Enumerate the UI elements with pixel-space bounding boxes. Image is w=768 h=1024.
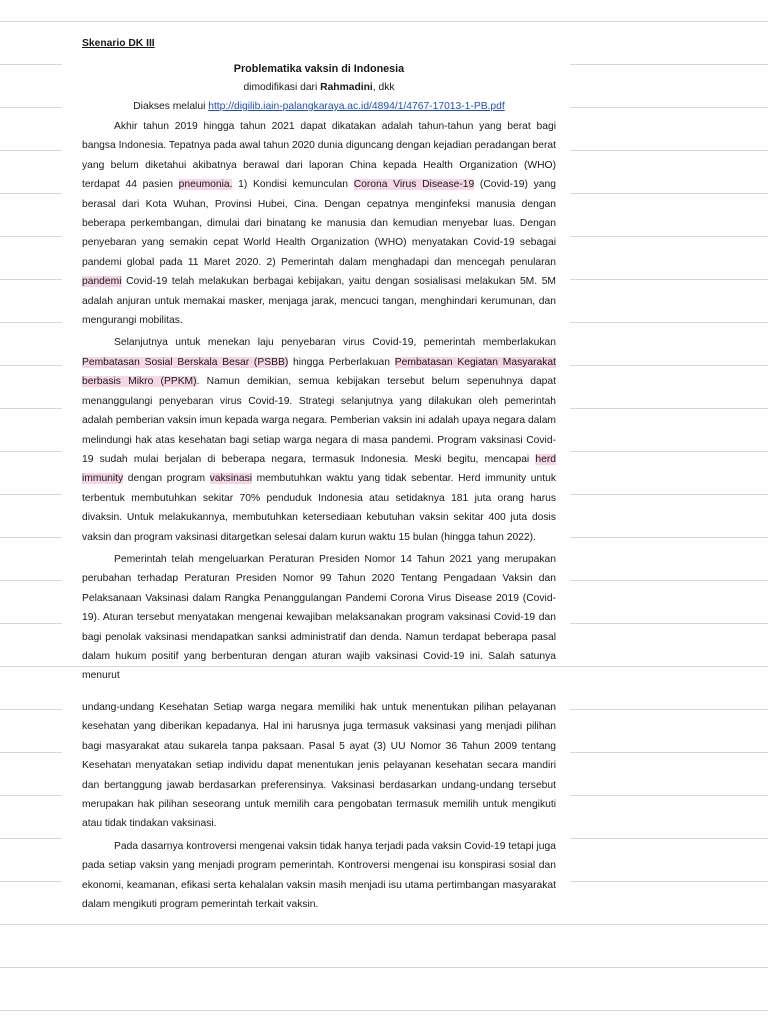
highlight-psbb: Pembatasan Sosial Berskala Besar (PSBB) <box>82 356 289 368</box>
paragraph-text: Akhir tahun 2019 hingga tahun 2021 dapat dikatakan adalah tahun-tahun yang berat bagi bangsa Indonesia. Tepatnya pada awal tahun 2020 dunia diguncang dengan kejadian peradangan berat yang belum diketahui akibatnya berawal dari laporan China kepada Health Organization (WHO) terdapat 44 pasien <box>82 121 556 191</box>
paragraph-3-continued: undang-undang Kesehatan Setiap warga negara memiliki hak untuk menentukan pilihan pelayanan kesehatan yang diberikan kepadanya. Hal ini harusnya juga termasuk vaksinasi yang menjadi pilihan bagi masyarakat atau sukarela tanpa paksaan. Pasal 5 ayat (3) UU Nomor 36 Tahun 2009 tentang Kesehatan menyatakan setiap individu dapat menentukan jenis pelayanan kesehatan secara mandiri dan bertanggung jawab berdasarkan preferensinya. Vaksinasi berdasarkan undang-undang tersebut merupakan hak pilihan seseorang untuk memilih cara pengobatan termasuk memilih untuk mengikuti atau tidak tindakan vaksinasi. <box>82 702 556 830</box>
modified-suffix: , dkk <box>372 82 395 93</box>
highlight-pneumonia: pneumonia. <box>178 179 233 191</box>
paragraph-2 <box>82 333 556 546</box>
paragraph-text: (Covid-19) yang berasal dari Kota Wuhan, Provinsi Hubei, Cina. Dengan cepatnya menginfeksi manusia dengan beberapa perkembangan, dimulai dari binatang ke manusia dan kemudian menyebar luas. Dengan penyebaran yang semakin cepat World Health Organization (WHO) menyatakan Covid-19 sebagai pandemi global pada 11 Maret 2020. 2) Pemerintah dalam menghadapi dan mencegah penularan <box>82 179 556 268</box>
ruled-line <box>0 967 768 968</box>
paragraph-3: Pemerintah telah mengeluarkan Peraturan Presiden Nomor 14 Tahun 2021 yang merupakan perubahan terhadap Peraturan Presiden Nomor 99 Tahun 2020 Tentang Pengadaan Vaksin dan Pelaksanaan Vaksinasi dalam Rangka Penanggulangan Pandemi Corona Virus Disease 2019 (Covid-19). Aturan tersebut menyatakan mengenai kewajiban melaksanakan program vaksinasi Covid-19 dan bagi penolak vaksinasi mendapatkan sanksi administratif dan denda. Namun terdapat beberapa pasal dalam hukum positif yang berbenturan dengan aturan wajib vaksinasi Covid-19 ini. Salah satunya menurut <box>82 553 556 682</box>
paragraph-text: hingga Perberlakuan <box>288 356 395 368</box>
ruled-line <box>0 21 768 22</box>
highlight-ppkm: Pembatasan Kegiatan Masyarakat berbasis Mikro (PPKM) <box>82 356 557 388</box>
ruled-line <box>0 1010 768 1011</box>
paragraph-text: Covid-19 telah melakukan berbagai kebijakan, yaitu dengan sosialisasi melakukan 5M. 5M adalah anjuran untuk memakai masker, menjaga jarak, mencuci tangan, menghindari kerumunan, dan mengurangi mobilitas. <box>82 276 556 327</box>
accessed-prefix: Diakses melalui <box>133 101 209 112</box>
accessed-line <box>82 99 556 114</box>
document-page-2 <box>62 682 570 918</box>
page-2-content <box>82 698 556 914</box>
highlight-vaksinasi: vaksinasi <box>209 473 253 485</box>
ruled-line <box>0 924 768 925</box>
paragraph-text: 1) Kondisi kemunculan <box>232 179 354 191</box>
paragraph-text: membutuhkan waktu yang tidak sebentar. Herd immunity untuk terbentuk membutuhkan sekitar 70% penduduk Indonesia atau setidaknya 181 juta orang harus divaksin. Untuk melakukannya, membutuhkan ketersediaan kebutuhan vaksin sekitar 400 juta dosis vaksin dan program vaksinasi ditargetkan selesai dalam kurun waktu 15 bulan (hingga tahun 2022). <box>82 473 556 543</box>
paragraph-4: Pada dasarnya kontroversi mengenai vaksin tidak hanya terjadi pada vaksin Covid-19 tetapi juga pada setiap vaksin yang menjadi program pemerintah. Kontroversi mengenai isu konspirasi sosial dan ekonomi, keamanan, efikasi serta kehalalan vaksin masih menjadi isu utama pertimbangan masyarakat dalam mengikuti program pemerintah terkait vaksin. <box>82 840 556 911</box>
paragraph-text: dengan program <box>123 473 210 485</box>
highlight-herd-immunity: herd immunity <box>82 453 556 485</box>
highlight-covid19: Corona Virus Disease-19 <box>353 179 475 191</box>
source-link[interactable]: http://digilib.iain-palangkaraya.ac.id/4894/1/4767-17013-1-PB.pdf <box>208 101 505 112</box>
paragraph-text: . Namun demikian, semua kebijakan tersebut belum sepenuhnya dapat menanggulangi penyebaran virus Covid-19. Strategi selanjutnya yang dilakukan oleh pemerintah adalah pemberian vaksin imun kepada warga negara. Pemberian vaksin ini adalah upaya negara dalam melindungi hak atas kesehatan bagi setiap warga negara di masa pandemi. Program vaksinasi Covid-19 sudah mulai berjalan di beberapa negara, termasuk Indonesia. Meski begitu, mencapai <box>82 376 556 465</box>
modified-from-line <box>82 80 556 95</box>
document-page-1 <box>62 28 570 682</box>
paragraph-1 <box>82 117 556 330</box>
paragraph-text: Selanjutnya untuk menekan laju penyebaran virus Covid-19, pemerintah memberlakukan <box>114 337 556 349</box>
highlight-pandemi: pandemi <box>82 276 122 288</box>
modified-prefix: dimodifikasi dari <box>243 82 321 93</box>
document-title: Problematika vaksin di Indonesia <box>233 63 405 75</box>
page-1-content <box>82 38 556 686</box>
scenario-heading: Skenario DK III <box>82 38 155 49</box>
author-name: Rahmadini <box>320 82 373 93</box>
